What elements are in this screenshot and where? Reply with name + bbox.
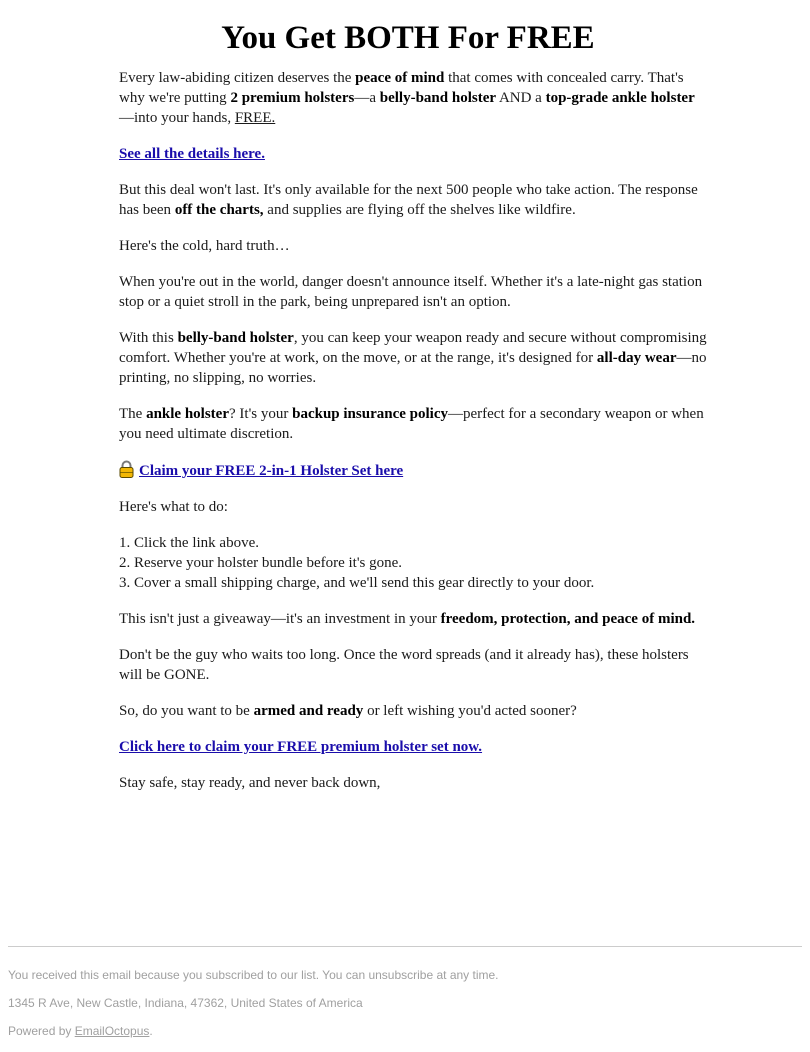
page-title: You Get BOTH For FREE bbox=[221, 20, 595, 56]
danger-paragraph: When you're out in the world, danger doesn't announce itself. Whether it's a late-night gas station stop or a quiet stroll in the park, being unprepared isn't an option. bbox=[119, 274, 703, 310]
investment-paragraph: This isn't just a giveaway—it's an investment in your freedom, protection, and peace of mind. bbox=[119, 611, 696, 627]
warning-paragraph: Don't be the guy who waits too long. Once the word spreads (and it already has), these holsters will be GONE. bbox=[119, 647, 689, 683]
lock-icon bbox=[119, 460, 134, 478]
signoff-paragraph: Stay safe, stay ready, and never back down, bbox=[119, 775, 381, 791]
what-to-do-paragraph: Here's what to do: bbox=[119, 499, 228, 515]
subscription-notice: You received this email because you subscribed to our list. You can unsubscribe at any time. bbox=[8, 968, 499, 982]
bellyband-paragraph: With this belly-band holster, you can keep your weapon ready and secure without compromising comfort. Whether you're at work, on the move, or at the range, it's designed for all-day wear—no printing, no slipping, no worries. bbox=[119, 330, 707, 386]
list-item: 3. Cover a small shipping charge, and we'll send this gear directly to your door. bbox=[119, 575, 595, 591]
email-footer bbox=[8, 946, 802, 1038]
powered-by: Powered by EmailOctopus. bbox=[8, 1024, 153, 1038]
postal-address: 1345 R Ave, New Castle, Indiana, 47362, United States of America bbox=[8, 996, 363, 1010]
details-link[interactable]: See all the details here. bbox=[119, 146, 265, 162]
emailoctopus-link[interactable]: EmailOctopus bbox=[74, 1024, 150, 1038]
email-body bbox=[119, 18, 709, 809]
claim-paragraph-1 bbox=[119, 460, 709, 481]
list-item: 1. Click the link above. bbox=[119, 535, 259, 551]
intro-paragraph: Every law-abiding citizen deserves the peace of mind that comes with concealed carry. That's why we're putting 2 premium holsters—a belly-band holster AND a top-grade ankle holster—into your hands, FREE. bbox=[119, 70, 695, 126]
truth-paragraph: Here's the cold, hard truth… bbox=[119, 238, 290, 254]
claim-paragraph-2 bbox=[119, 737, 709, 757]
question-paragraph: So, do you want to be armed and ready or left wishing you'd acted sooner? bbox=[119, 703, 577, 719]
ankle-paragraph: The ankle holster? It's your backup insurance policy—perfect for a secondary weapon or when you need ultimate discretion. bbox=[119, 406, 704, 442]
claim-link-2[interactable]: Click here to claim your FREE premium holster set now. bbox=[119, 739, 483, 755]
scarcity-paragraph: But this deal won't last. It's only available for the next 500 people who take action. The response has been off the charts, and supplies are flying off the shelves like wildfire. bbox=[119, 182, 698, 218]
claim-link-1[interactable]: Claim your FREE 2-in-1 Holster Set here bbox=[139, 463, 404, 479]
details-paragraph bbox=[119, 144, 709, 164]
steps-list bbox=[119, 533, 709, 593]
list-item: 2. Reserve your holster bundle before it's gone. bbox=[119, 555, 403, 571]
